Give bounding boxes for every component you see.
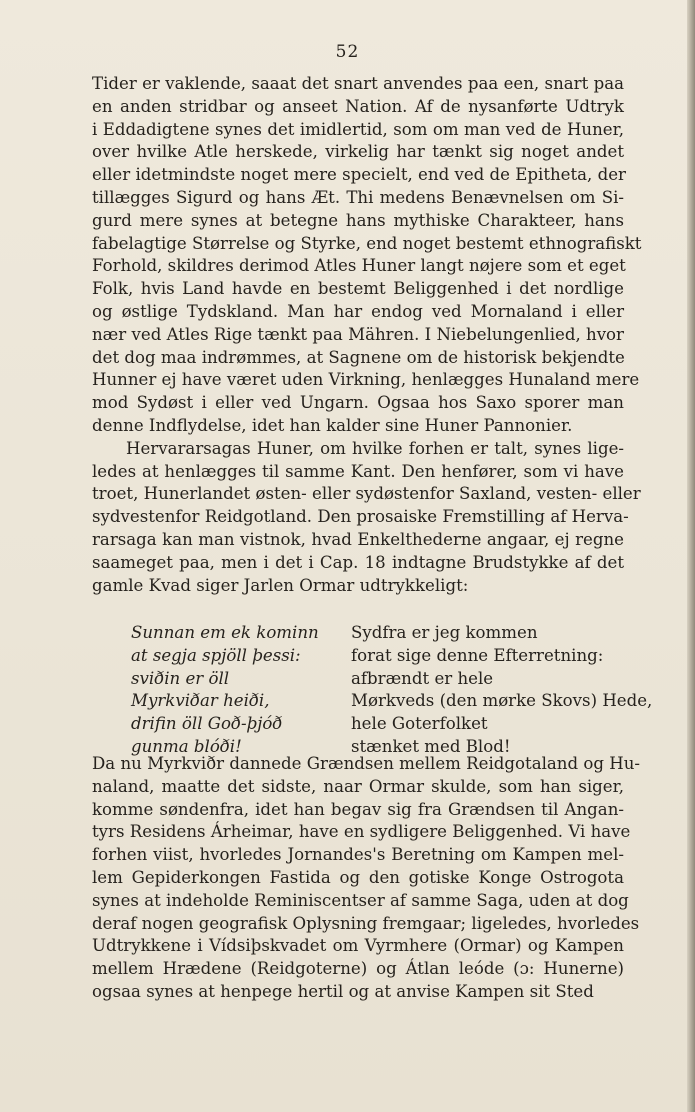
text-line: tyrs Residens Árheimar, have en sydligere Beliggenhed. Vi have (92, 822, 631, 842)
text-line: gamle Kvad siger Jarlen Ormar udtrykkeligt: (92, 575, 469, 595)
page-edge (687, 0, 695, 1112)
text-line: i Eddadigtene synes det imidlertid, som om man ved de Huner, (92, 119, 624, 139)
text-line: eller idetmindste noget mere specielt, end ved de Epitheta, der (92, 165, 626, 185)
text-line: Tider er vaklende, saaat det snart anvendes paa een, snart paa (92, 74, 624, 93)
text-line: fabelagtige Størrelse og Styrke, end noget bestemt ethnografiskt (92, 233, 642, 253)
paragraph (92, 73, 642, 438)
text-line: troet, Hunerlandet østen- eller sydøstenfor Saxland, vesten- eller (92, 484, 641, 504)
text-line: Da nu Myrkviðr dannede Grændsen mellem Reidgotaland og Hu- (92, 754, 641, 773)
text-line: Udtrykkene i Vídsiþskvadet om Vyrmhere (Ormar) og Kampen (92, 936, 624, 956)
poem-line: drifin öll Goð-þjóð (131, 714, 283, 734)
poem-line: afbrændt er hele (351, 668, 494, 688)
text-line: ledes at henlægges til samme Kant. Den henfører, som vi have (92, 461, 624, 481)
poem-line: at segja spjöll þessi: (131, 645, 301, 665)
poem-line: gunma blóði! (131, 736, 242, 756)
paragraph (92, 438, 641, 598)
text-line: komme søndenfra, idet han begav sig fra Grændsen til Angan- (92, 799, 624, 819)
text-line: tillægges Sigurd og hans Æt. Thi medens Benævnelsen om Si- (92, 187, 624, 207)
text-line: gurd mere synes at betegne hans mythiske Charakteer, hans (92, 210, 624, 230)
poem-original-column (131, 622, 346, 759)
body-text-upper (92, 73, 642, 597)
text-line: synes at indeholde Reminiscentser af samme Saga, uden at dog (92, 890, 629, 910)
body-text-lower (92, 753, 641, 1004)
poem-line: forat sige denne Efterretning: (351, 645, 604, 665)
text-line: mod Sydøst i eller ved Ungarn. Ogsaa hos Saxo sporer man (92, 393, 624, 413)
text-line: saameget paa, men i det i Cap. 18 indtagne Brudstykke af det (92, 552, 624, 572)
text-line: ogsaa synes at henpege hertil og at anvise Kampen sit Sted (92, 981, 594, 1001)
text-line: Forhold, skildres derimod Atles Huner langt nøjere som et eget (92, 256, 626, 276)
text-line: rarsaga kan man vistnok, hvad Enkelthederne angaar, ej regne (92, 529, 624, 549)
text-line: deraf nogen geografisk Oplysning fremgaar; ligeledes, hvorledes (92, 913, 640, 933)
text-line: Folk, hvis Land havde en bestemt Beliggenhed i det nordlige (92, 279, 624, 299)
text-line: sydvestenfor Reidgotland. Den prosaiske Fremstilling af Herva- (92, 507, 629, 527)
poem-line: Mørkveds (den mørke Skovs) Hede, (351, 691, 653, 711)
poem-line: hele Goterfolket (351, 714, 488, 734)
text-line: Hunner ej have været uden Virkning, henlægges Hunaland mere (92, 370, 640, 390)
text-line: det dog maa indrømmes, at Sagnene om de historisk bekjendte (92, 347, 625, 367)
text-line: lem Gepiderkongen Fastida og den gotiske Konge Ostrogota (92, 867, 624, 887)
text-line: forhen viist, hvorledes Jornandes's Beretning om Kampen mel- (92, 845, 624, 865)
text-line: mellem Hrædene (Reidgoterne) og Átlan leóde (ɔ: Hunerne) (92, 959, 624, 979)
poem-line: stænket med Blod! (351, 736, 511, 756)
poem-line: Myrkviðar heiði, (131, 691, 270, 711)
text-line: Hervararsagas Huner, om hvilke forhen er talt, synes lige- (126, 438, 624, 458)
text-line: en anden stridbar og anseet Nation. Af de nysanførte Udtryk (92, 96, 624, 116)
poem-line: Sydfra er jeg kommen (351, 623, 538, 642)
poem-line: Sunnan em ek kominn (131, 623, 319, 642)
poem-translation-column (351, 622, 653, 759)
paragraph (92, 753, 641, 1004)
poem-line: sviðin er öll (131, 668, 230, 688)
text-line: over hvilke Atle herskede, virkelig har tænkt sig noget andet (92, 142, 624, 162)
page-number: 52 (335, 42, 360, 62)
text-line: nær ved Atles Rige tænkt paa Mähren. I Niebelungenlied, hvor (92, 324, 624, 344)
text-line: og østlige Tydskland. Man har endog ved Mornaland i eller (92, 301, 624, 321)
text-line: naland, maatte det sidste, naar Ormar skulde, som han siger, (92, 776, 624, 796)
text-line: denne Indflydelse, idet han kalder sine Huner Pannonier. (92, 415, 573, 435)
